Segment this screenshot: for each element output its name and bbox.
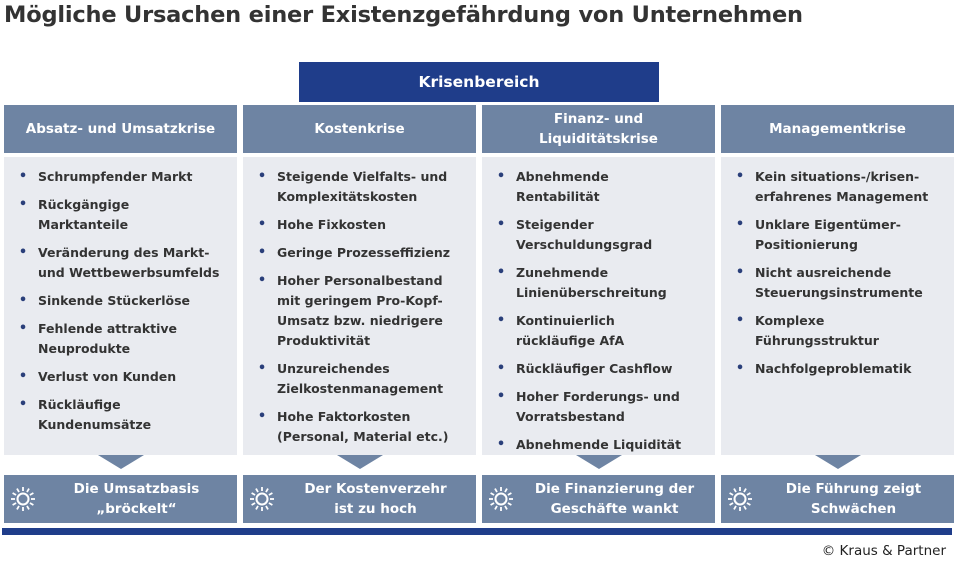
bullet-dot-icon: •: [496, 389, 506, 404]
bullet-dot-icon: •: [18, 321, 28, 336]
cause-text-line: Steigender: [516, 217, 594, 232]
column-header: [721, 105, 954, 153]
cause-text-line: Komplexe: [755, 313, 825, 328]
column-header-line: Managementkrise: [769, 121, 906, 137]
consequence-text-line: „bröckelt“: [96, 501, 177, 517]
down-arrow-icon: [576, 455, 622, 469]
cause-list-item: [253, 167, 470, 207]
crisis-area-banner: Krisenbereich: [299, 62, 659, 102]
bottom-divider-bar: [2, 528, 952, 535]
cause-list-item: [253, 359, 470, 399]
cause-text-line: Komplexitätskosten: [277, 189, 418, 204]
cause-text-line: Vorratsbestand: [516, 409, 625, 424]
cause-text-line: Veränderung des Markt-: [38, 245, 210, 260]
down-arrow-icon: [98, 455, 144, 469]
cause-list-item: [14, 195, 231, 235]
cause-list-item: [731, 263, 948, 303]
cause-text-line: und Wettbewerbsumfelds: [38, 265, 220, 280]
bullet-dot-icon: •: [735, 169, 745, 184]
cause-list-item: [492, 359, 709, 379]
sun-burst-icon: [488, 486, 514, 512]
cause-list-item: [731, 167, 948, 207]
bullet-dot-icon: •: [496, 217, 506, 232]
cause-text-line: Unklare Eigentümer-: [755, 217, 901, 232]
cause-text-line: Geringe Prozesseffizienz: [277, 245, 451, 260]
cause-text-line: Kundenumsätze: [38, 417, 152, 432]
cause-text-line: Nachfolgeproblematik: [755, 361, 912, 376]
cause-text-line: Hoher Forderungs- und: [516, 389, 680, 404]
consequence-text-line: Der Kostenverzehr: [304, 481, 447, 497]
cause-list-item: [492, 311, 709, 351]
cause-list-item: [492, 263, 709, 303]
bullet-dot-icon: •: [735, 361, 745, 376]
down-arrow-icon: [815, 455, 861, 469]
consequence-text-line: Geschäfte wankt: [550, 501, 679, 517]
cause-text-line: Rückläufige: [38, 397, 121, 412]
cause-list-item: [253, 215, 470, 235]
cause-text-line: Verschuldungsgrad: [516, 237, 653, 252]
cause-list-panel: [243, 157, 476, 455]
cause-list-item: [14, 367, 231, 387]
cause-text-line: Rückgängige: [38, 197, 130, 212]
cause-list-item: [731, 311, 948, 351]
bullet-dot-icon: •: [257, 361, 267, 376]
cause-list-item: [731, 215, 948, 255]
cause-text-line: Umsatz bzw. niedrigere: [277, 313, 443, 328]
bullet-dot-icon: •: [735, 313, 745, 328]
cause-text-line: Zunehmende: [516, 265, 609, 280]
cause-list-item: [14, 243, 231, 283]
bullet-dot-icon: •: [496, 169, 506, 184]
bullet-dot-icon: •: [18, 197, 28, 212]
cause-text-line: Sinkende Stückerlöse: [38, 293, 191, 308]
cause-text-line: Abnehmende: [516, 169, 609, 184]
sun-burst-icon: [10, 486, 36, 512]
sun-burst-icon: [249, 486, 275, 512]
column-header: [4, 105, 237, 153]
column-header: [243, 105, 476, 153]
consequence-box: [482, 475, 715, 523]
bullet-dot-icon: •: [496, 313, 506, 328]
cause-text-line: Nicht ausreichende: [755, 265, 892, 280]
bullet-dot-icon: •: [18, 397, 28, 412]
cause-list-item: [492, 435, 709, 455]
cause-text-line: Kontinuierlich: [516, 313, 615, 328]
bullet-dot-icon: •: [257, 273, 267, 288]
bullet-dot-icon: •: [496, 265, 506, 280]
column-header-line: Liquiditätskrise: [539, 131, 658, 147]
bullet-dot-icon: •: [18, 293, 28, 308]
cause-text-line: Linienüberschreitung: [516, 285, 667, 300]
page-title: Mögliche Ursachen einer Existenzgefährdung von Unternehmen: [4, 2, 803, 28]
bullet-dot-icon: •: [257, 217, 267, 232]
cause-text-line: Hohe Fixkosten: [277, 217, 387, 232]
cause-list-item: [14, 319, 231, 359]
bullet-dot-icon: •: [735, 217, 745, 232]
cause-text-line: Verlust von Kunden: [38, 369, 177, 384]
cause-list-item: [492, 387, 709, 427]
cause-text-line: rückläufige AfA: [516, 333, 625, 348]
cause-text-line: Rentabilität: [516, 189, 600, 204]
cause-text-line: Abnehmende Liquidität: [516, 437, 682, 452]
cause-list-item: [14, 291, 231, 311]
cause-text-line: Unzureichendes: [277, 361, 390, 376]
cause-list-panel: [4, 157, 237, 455]
cause-list-item: [14, 395, 231, 435]
cause-text-line: Neuprodukte: [38, 341, 131, 356]
bullet-dot-icon: •: [496, 361, 506, 376]
consequence-box: [243, 475, 476, 523]
bullet-dot-icon: •: [257, 245, 267, 260]
cause-list-panel: [482, 157, 715, 455]
cause-text-line: erfahrenes Management: [755, 189, 929, 204]
sun-burst-icon: [727, 486, 753, 512]
cause-text-line: Schrumpfender Markt: [38, 169, 193, 184]
column-header-line: Kostenkrise: [314, 121, 405, 137]
cause-text-line: (Personal, Material etc.): [277, 429, 449, 444]
cause-text-line: Hoher Personalbestand: [277, 273, 443, 288]
cause-text-line: Zielkostenmanagement: [277, 381, 444, 396]
bullet-dot-icon: •: [18, 245, 28, 260]
cause-text-line: Hohe Faktorkosten: [277, 409, 411, 424]
consequence-text-line: Die Umsatzbasis: [73, 481, 200, 497]
bullet-dot-icon: •: [257, 409, 267, 424]
column-header-line: Finanz- und: [553, 111, 644, 127]
bullet-dot-icon: •: [257, 169, 267, 184]
cause-list-item: [253, 243, 470, 263]
bullet-dot-icon: •: [496, 437, 506, 452]
cause-text-line: Positionierung: [755, 237, 858, 252]
consequence-box: [4, 475, 237, 523]
cause-list-item: [14, 167, 231, 187]
cause-text-line: Marktanteile: [38, 217, 129, 232]
column-header: [482, 105, 715, 153]
cause-list-item: [731, 359, 948, 379]
column-header-line: Absatz- und Umsatzkrise: [25, 121, 216, 137]
cause-list-item: [492, 215, 709, 255]
cause-list-panel: [721, 157, 954, 455]
cause-text-line: Produktivität: [277, 333, 371, 348]
consequence-text-line: Die Führung zeigt: [785, 481, 922, 497]
cause-list-item: [253, 407, 470, 447]
consequence-text-line: Die Finanzierung der: [534, 481, 695, 497]
bullet-dot-icon: •: [18, 169, 28, 184]
down-arrow-icon: [337, 455, 383, 469]
cause-list-item: [492, 167, 709, 207]
cause-list-item: [253, 271, 470, 351]
copyright: © Kraus & Partner: [821, 543, 946, 559]
bullet-dot-icon: •: [735, 265, 745, 280]
cause-text-line: Steuerungsinstrumente: [755, 285, 923, 300]
consequence-box: [721, 475, 954, 523]
consequence-text-line: ist zu hoch: [334, 501, 417, 517]
cause-text-line: Steigende Vielfalts- und: [277, 169, 448, 184]
cause-text-line: Fehlende attraktive: [38, 321, 178, 336]
bullet-dot-icon: •: [18, 369, 28, 384]
cause-text-line: mit geringem Pro-Kopf-: [277, 293, 443, 308]
cause-text-line: Führungsstruktur: [755, 333, 879, 348]
cause-text-line: Rückläufiger Cashflow: [516, 361, 673, 376]
cause-text-line: Kein situations-/krisen-: [755, 169, 920, 184]
consequence-text-line: Schwächen: [810, 501, 897, 517]
